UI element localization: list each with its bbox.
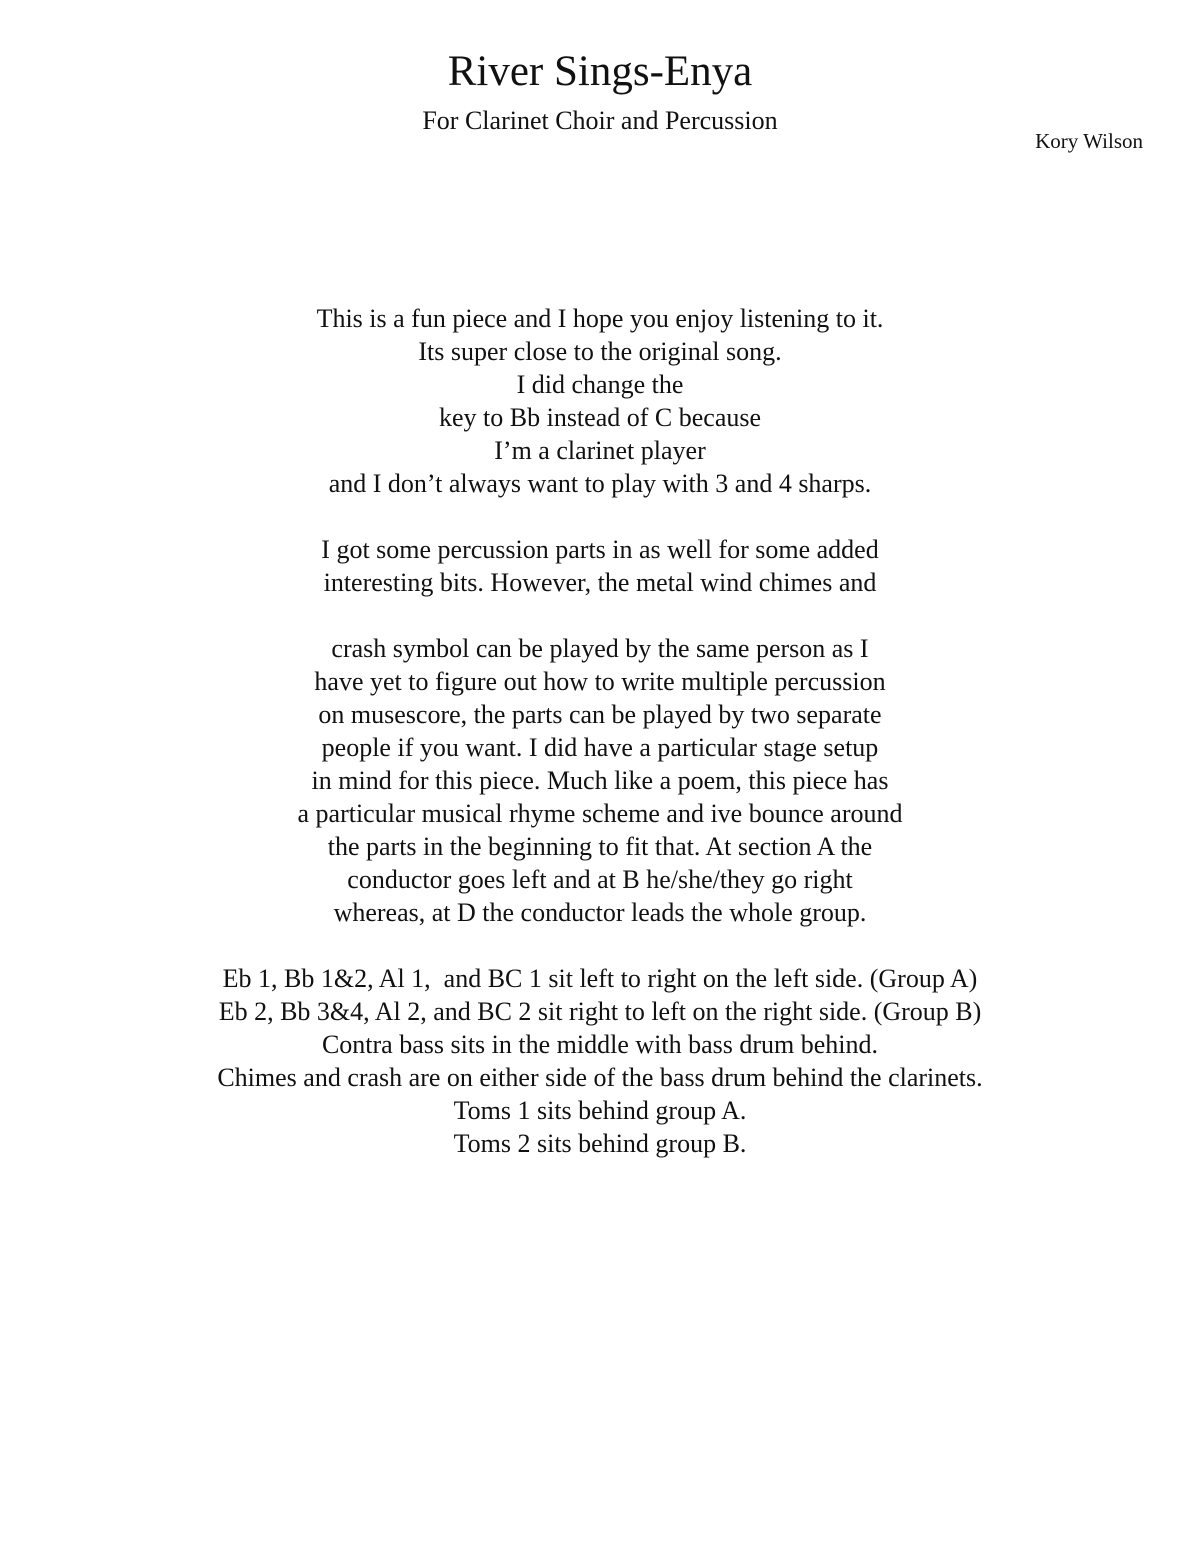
text-line: Toms 2 sits behind group B. (453, 1129, 747, 1158)
text-line: Toms 1 sits behind group A. (453, 1096, 747, 1125)
blank-line (0, 599, 1200, 632)
document-title: River Sings-Enya (447, 48, 753, 95)
text-line: have yet to figure out how to write multiple percussion (314, 667, 886, 696)
text-line: Contra bass sits in the middle with bass drum behind. (321, 1030, 879, 1059)
text-line: conductor goes left and at B he/she/they go right (347, 865, 853, 894)
text-line: This is a fun piece and I hope you enjoy listening to it. (316, 304, 884, 333)
text-line: interesting bits. However, the metal wind chimes and (323, 568, 877, 597)
program-notes (0, 302, 1200, 1160)
text-line: crash symbol can be played by the same person as I (331, 634, 869, 663)
text-line: Eb 1, Bb 1&2, Al 1, and BC 1 sit left to right on the left side. (Group A) (222, 964, 978, 993)
blank-line (0, 929, 1200, 962)
text-line: in mind for this piece. Much like a poem, this piece has (311, 766, 889, 795)
text-line: on musescore, the parts can be played by two separate (318, 700, 882, 729)
text-line: Eb 2, Bb 3&4, Al 2, and BC 2 sit right to left on the right side. (Group B) (218, 997, 982, 1026)
composer-name: Kory Wilson (1035, 129, 1143, 153)
blank-line (0, 500, 1200, 533)
text-line: and I don’t always want to play with 3 and 4 sharps. (328, 469, 872, 498)
text-line: whereas, at D the conductor leads the whole group. (333, 898, 867, 927)
text-line: Its super close to the original song. (418, 337, 782, 366)
document-subtitle: For Clarinet Choir and Percussion (422, 106, 778, 135)
text-line: a particular musical rhyme scheme and ive bounce around (297, 799, 903, 828)
text-line: I did change the (516, 370, 684, 399)
text-line: I got some percussion parts in as well for some added (321, 535, 879, 564)
text-line: I’m a clarinet player (494, 436, 706, 465)
text-line: key to Bb instead of C because (438, 403, 762, 432)
text-line: people if you want. I did have a particular stage setup (321, 733, 879, 762)
text-line: the parts in the beginning to fit that. At section A the (327, 832, 873, 861)
text-line: Chimes and crash are on either side of the bass drum behind the clarinets. (217, 1063, 983, 1092)
